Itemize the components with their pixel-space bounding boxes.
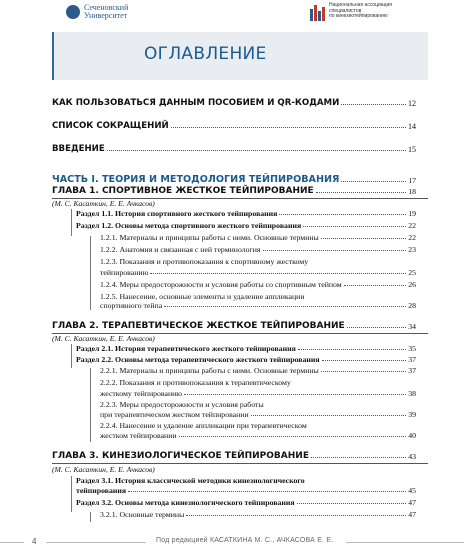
toc-entry-page: 37 (408, 355, 416, 364)
toc-entry-text: СПИСОК СОКРАЩЕНИЙ (52, 121, 169, 131)
toc-section-text: Раздел 2.2. Основы метода терапевтического жесткого тейпирования (76, 355, 320, 364)
page-footer (0, 536, 464, 550)
toc-entry-abbreviations[interactable] (52, 121, 416, 131)
toc-entry-2-2-2[interactable] (100, 389, 416, 398)
dot-leader (297, 503, 407, 504)
toc-entry-section-3-2[interactable] (76, 498, 416, 507)
dot-leader (128, 491, 406, 492)
toc-entry-page: 23 (408, 245, 416, 254)
toc-item-2-2-4-line1[interactable]: 2.2.4. Нанесение и удаление аппликации при терапевтическом (100, 421, 307, 430)
toc-entry-introduction[interactable] (52, 144, 416, 154)
toc-entry-1-2-2[interactable] (100, 245, 416, 254)
toc-entry-section-2-1[interactable] (76, 344, 416, 353)
toc-section-text: Раздел 1.1. История спортивного жесткого тейпирования (76, 209, 278, 218)
dot-leader (341, 181, 406, 182)
toc-item-text: 2.2.1. Материалы и принципы работы с ними. Основные термины (100, 366, 319, 375)
toc-entry-page: 22 (408, 233, 416, 242)
toc-entry-page: 40 (408, 431, 416, 440)
section-indent-line (71, 344, 72, 368)
section-indent-line (71, 209, 72, 236)
dot-leader (341, 104, 406, 105)
toc-section-text: тейпирования (76, 486, 127, 495)
toc-entry-1-2-3[interactable] (100, 268, 416, 277)
association-line-1: Национальная ассоциация (329, 2, 392, 8)
toc-entry-page: 47 (408, 510, 416, 519)
toc-part-text: ЧАСТЬ I. ТЕОРИЯ И МЕТОДОЛОГИЯ ТЕЙПИРОВАНИЯ (52, 174, 340, 185)
toc-entry-text: ВВЕДЕНИЕ (52, 144, 105, 154)
dot-leader (150, 273, 406, 274)
toc-entry-page: 47 (408, 498, 416, 507)
dot-leader (186, 515, 406, 516)
toc-item-text: тейпированию (100, 268, 149, 277)
toc-section-text: Раздел 2.1. История терапевтического жесткого тейпирования (76, 344, 296, 353)
toc-item-text: спортивного тейпа (100, 301, 163, 310)
footer-rule-left (0, 542, 24, 543)
toc-entry-page: 37 (408, 366, 416, 375)
dot-leader (107, 150, 406, 151)
chapter-rule (52, 463, 428, 464)
toc-chapter-text: ГЛАВА 2. ТЕРАПЕВТИЧЕСКОЕ ЖЕСТКОЕ ТЕЙПИРОВАНИЕ (52, 321, 345, 331)
title-accent-bar (52, 32, 54, 80)
dot-leader (279, 214, 406, 215)
toc-item-text: 1.2.4. Меры предосторожности и условия работы со спортивным тейпом (100, 280, 342, 289)
toc-entry-2-2-3[interactable] (100, 410, 416, 419)
toc-entry-1-2-5[interactable] (100, 301, 416, 310)
toc-item-text: жесткому тейпированию (100, 389, 183, 398)
toc-item-2-2-3-line1[interactable]: 2.2.3. Меры предосторожности и условия работы (100, 400, 264, 409)
toc-entry-2-2-4[interactable] (100, 431, 416, 440)
toc-item-text: 1.2.2. Анатомия и связанная с ней терминология (100, 245, 261, 254)
dot-leader (298, 349, 406, 350)
chapter2-authors: (М. С. Касаткин, Е. Е. Ачкасов) (52, 334, 155, 343)
toc-entry-page: 26 (408, 280, 416, 289)
toc-entry-3-2-1[interactable] (100, 510, 416, 519)
page-number: 4 (32, 537, 37, 546)
item-indent-line (90, 236, 91, 310)
footer-rule-right (346, 542, 464, 543)
dot-leader (321, 238, 406, 239)
toc-entry-section-1-1[interactable] (76, 209, 416, 218)
toc-entry-section-2-2[interactable] (76, 355, 416, 364)
toc-entry-1-2-1[interactable] (100, 233, 416, 242)
university-emblem-icon (66, 5, 80, 19)
chapter3-authors: (М. С. Касаткин, Е. Е. Ачкасов) (52, 465, 155, 474)
dot-leader (179, 436, 407, 437)
toc-entry-1-2-4[interactable] (100, 280, 416, 289)
toc-entry-part1[interactable] (52, 174, 416, 185)
toc-entry-chapter2[interactable] (52, 321, 416, 331)
toc-item-text: 1.2.1. Материалы и принципы работы с ними. Основные термины (100, 233, 319, 242)
toc-entry-page: 14 (408, 122, 416, 131)
footer-editors: Под редакцией КАСАТКИНА М. С., АЧКАСОВА Е. Е. (156, 537, 334, 544)
toc-entry-page: 43 (408, 452, 416, 461)
toc-item-text: при терапевтическом жестком тейпировании (100, 410, 249, 419)
toc-entry-page: 12 (408, 99, 416, 108)
toc-entry-page: 15 (408, 145, 416, 154)
toc-entry-page: 18 (408, 187, 416, 196)
toc-entry-section-1-2[interactable] (76, 221, 416, 230)
toc-chapter-text: ГЛАВА 3. КИНЕЗИОЛОГИЧЕСКОЕ ТЕЙПИРОВАНИЕ (52, 451, 309, 461)
dot-leader (321, 371, 406, 372)
toc-entry-page: 17 (408, 176, 416, 185)
dot-leader (171, 127, 406, 128)
toc-entry-page: 34 (408, 322, 416, 331)
chapter1-authors: (М. С. Касаткин, Е. Е. Ачкасов) (52, 199, 155, 208)
association-line-3: по кинезиотейпированию (329, 13, 388, 19)
toc-entry-page: 38 (408, 389, 416, 398)
association-emblem-icon (310, 3, 326, 21)
dot-leader (344, 285, 406, 286)
dot-leader (164, 306, 406, 307)
toc-entry-text: КАК ПОЛЬЗОВАТЬСЯ ДАННЫМ ПОСОБИЕМ И QR-КОДАМИ (52, 98, 340, 108)
toc-entry-page: 28 (408, 301, 416, 310)
dot-leader (251, 415, 407, 416)
dot-leader (322, 360, 407, 361)
dot-leader (311, 457, 406, 458)
toc-entry-2-2-1[interactable] (100, 366, 416, 375)
dot-leader (347, 327, 407, 328)
toc-entry-chapter1[interactable] (52, 186, 416, 196)
toc-chapter-text: ГЛАВА 1. СПОРТИВНОЕ ЖЕСТКОЕ ТЕЙПИРОВАНИЕ (52, 186, 314, 196)
item-indent-line (90, 512, 91, 522)
toc-section-text: Раздел 1.2. Основы метода спортивного жесткого тейпирования (76, 221, 302, 230)
dot-leader (184, 394, 406, 395)
toc-entry-page: 19 (408, 209, 416, 218)
toc-entry-page: 25 (408, 268, 416, 277)
page-header (0, 0, 464, 30)
toc-entry-howto[interactable] (52, 98, 416, 108)
toc-item-text: 3.2.1. Основные термины (100, 510, 185, 519)
dot-leader (316, 192, 407, 193)
footer-rule-middle (46, 542, 146, 543)
dot-leader (263, 250, 407, 251)
association-line-2: специалистов (329, 7, 362, 14)
toc-section-text: Раздел 3.2. Основы метода кинезиологического тейпирования (76, 498, 295, 507)
toc-item-1-2-3-line1[interactable]: 1.2.3. Показания и противопоказания к спортивному жесткому (100, 257, 309, 266)
toc-entry-chapter3[interactable] (52, 451, 416, 461)
toc-section-3-1-line1[interactable]: Раздел 3.1. История классической методики кинезиологического (76, 476, 305, 485)
toc-entry-page: 35 (408, 344, 416, 353)
toc-item-text: жестком тейпировании (100, 431, 177, 440)
toc-entry-page: 39 (408, 410, 416, 419)
toc-item-2-2-2-line1[interactable]: 2.2.2. Показания и противопоказания к терапевтическому (100, 378, 291, 387)
toc-entry-page: 22 (408, 221, 416, 230)
logo-line-1: Сеченовский (84, 3, 129, 12)
sechenov-logo (66, 4, 128, 20)
logo-line-2: Университет (84, 11, 128, 20)
item-indent-line (90, 368, 91, 442)
toc-item-1-2-5-line1[interactable]: 1.2.5. Нанесение, основные элементы и удаление аппликации (100, 292, 305, 301)
toc-entry-section-3-1[interactable] (76, 486, 416, 495)
toc-entry-page: 45 (408, 486, 416, 495)
section-indent-line (71, 476, 72, 512)
page-title: ОГЛАВЛЕНИЕ (144, 44, 267, 64)
association-logo (310, 3, 439, 21)
dot-leader (303, 226, 406, 227)
